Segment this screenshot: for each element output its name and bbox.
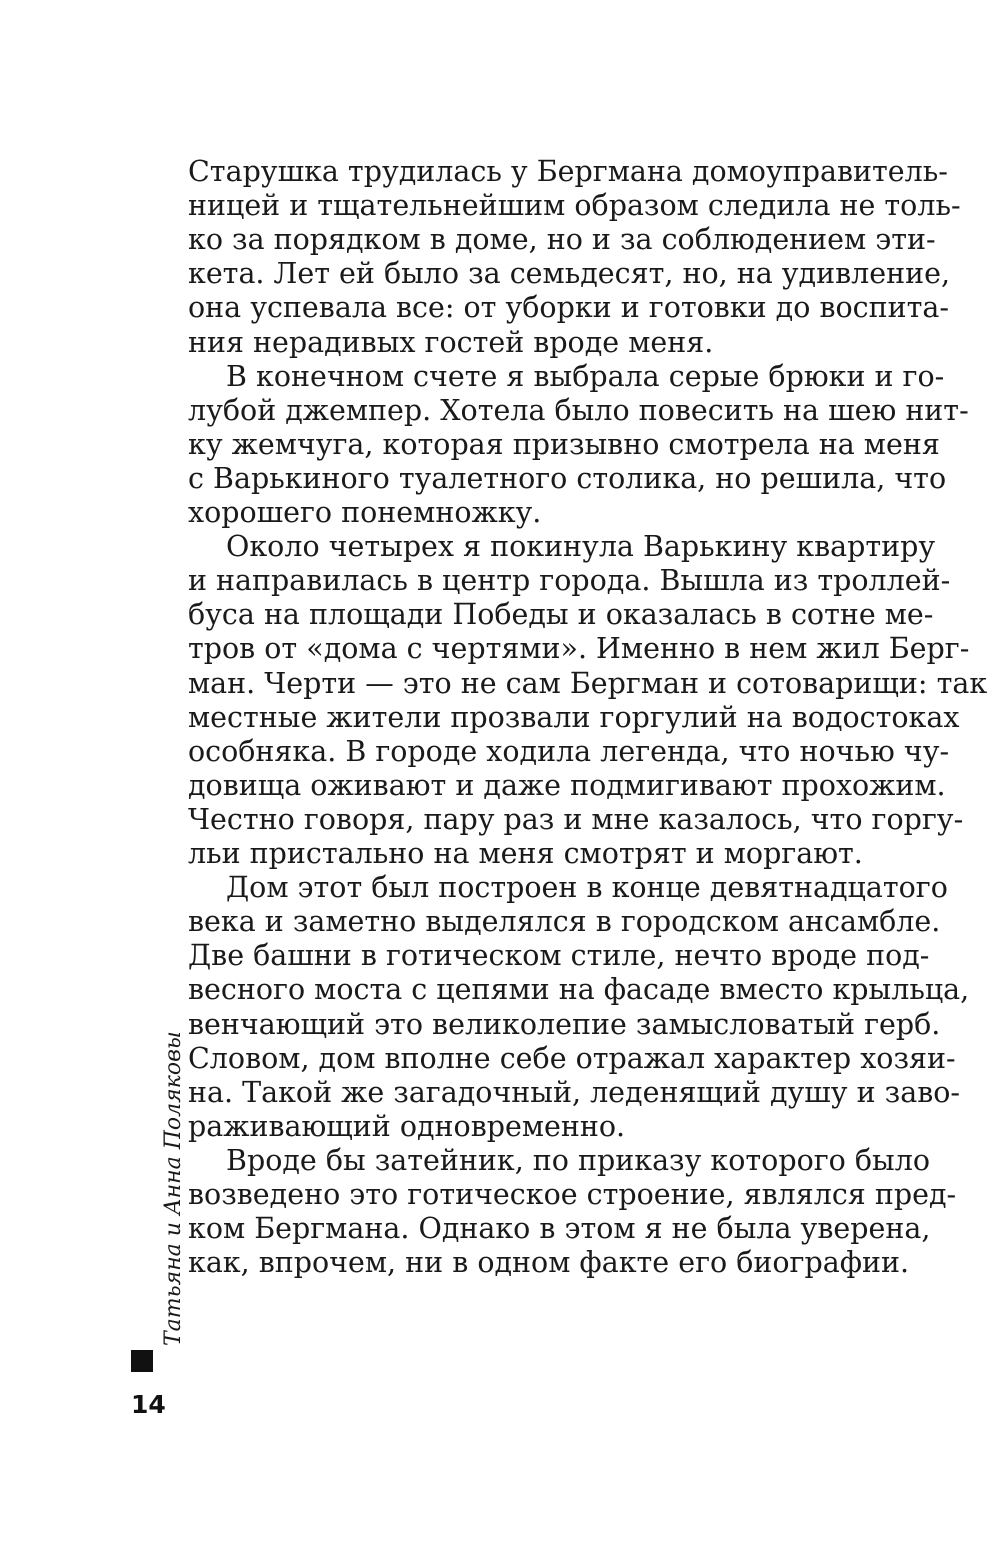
text-line: лубой джемпер. Хотела было повесить на шею нит- <box>188 393 969 427</box>
text-line: льи пристально на меня смотрят и моргают. <box>188 837 863 870</box>
text-line: хорошего понемножку. <box>188 496 542 529</box>
text-line: ницей и тщательнейшим образом следила не толь- <box>188 189 961 223</box>
paragraph-first-line: Вроде бы затейник, по приказу которого было <box>226 1143 930 1177</box>
text-line: с Варькиного туалетного столика, но решила, что <box>188 461 947 495</box>
text-line: возведено это готическое строение, являлся пред- <box>188 1178 957 1211</box>
text-line: местные жители прозвали горгулий на водостоках <box>188 700 960 734</box>
text-line: весного моста с цепями на фасаде вместо крыльца, <box>188 973 970 1007</box>
text-line: Честно говоря, пару раз и мне казалось, что горгу- <box>188 802 964 836</box>
text-line: ко за порядком в доме, но и за соблюдением эти- <box>188 223 936 257</box>
text-line: века и заметно выделялся в городском ансамбле. <box>188 905 941 939</box>
page-number: 14 <box>131 1390 166 1419</box>
text-line: как, впрочем, ни в одном факте его биографии. <box>188 1246 910 1280</box>
text-line: ман. Черти — это не сам Бергман и сотоварищи: так <box>188 666 988 700</box>
text-line: Старушка трудилась у Бергмана домоуправитель- <box>188 155 948 188</box>
text-line: ку жемчуга, которая призывно смотрела на меня <box>188 427 940 461</box>
text-line: довища оживают и даже подмигивают прохожим. <box>188 768 946 802</box>
text-line: и направилась в центр города. Вышла из троллей- <box>188 564 951 598</box>
text-line: венчающий это великолепие замысловатый герб. <box>188 1007 941 1041</box>
text-line: Две башни в готическом стиле, нечто вроде под- <box>188 939 930 973</box>
paragraph-first-line: Дом этот был построен в конце девятнадцатого <box>226 871 948 905</box>
folio-square-marker <box>131 1350 153 1372</box>
running-head-author: Татьяна и Анна Поляковы <box>161 1031 186 1346</box>
text-line: буса на площади Победы и оказалась в сотне ме- <box>188 598 934 632</box>
text-line: тров от «дома с чертями». Именно в нем жил Берг- <box>188 632 970 666</box>
text-line: кета. Лет ей было за семьдесят, но, на удивление, <box>188 257 951 291</box>
paragraph-first-line: Около четырех я покинула Варькину квартиру <box>226 530 936 564</box>
text-line: на. Такой же загадочный, леденящий душу и заво- <box>188 1075 961 1109</box>
text-line: она успевала все: от уборки и готовки до воспита- <box>188 291 949 325</box>
text-line: Словом, дом вполне себе отражал характер хозяи- <box>188 1041 956 1075</box>
paragraph-first-line: В конечном счете я выбрала серые брюки и го- <box>226 359 945 393</box>
text-line: особняка. В городе ходила легенда, что ночью чу- <box>188 734 950 768</box>
text-line: ком Бергмана. Однако в этом я не была уверена, <box>188 1212 931 1246</box>
text-line: раживающий одновременно. <box>188 1109 626 1143</box>
text-line: ния нерадивых гостей вроде меня. <box>188 325 714 359</box>
